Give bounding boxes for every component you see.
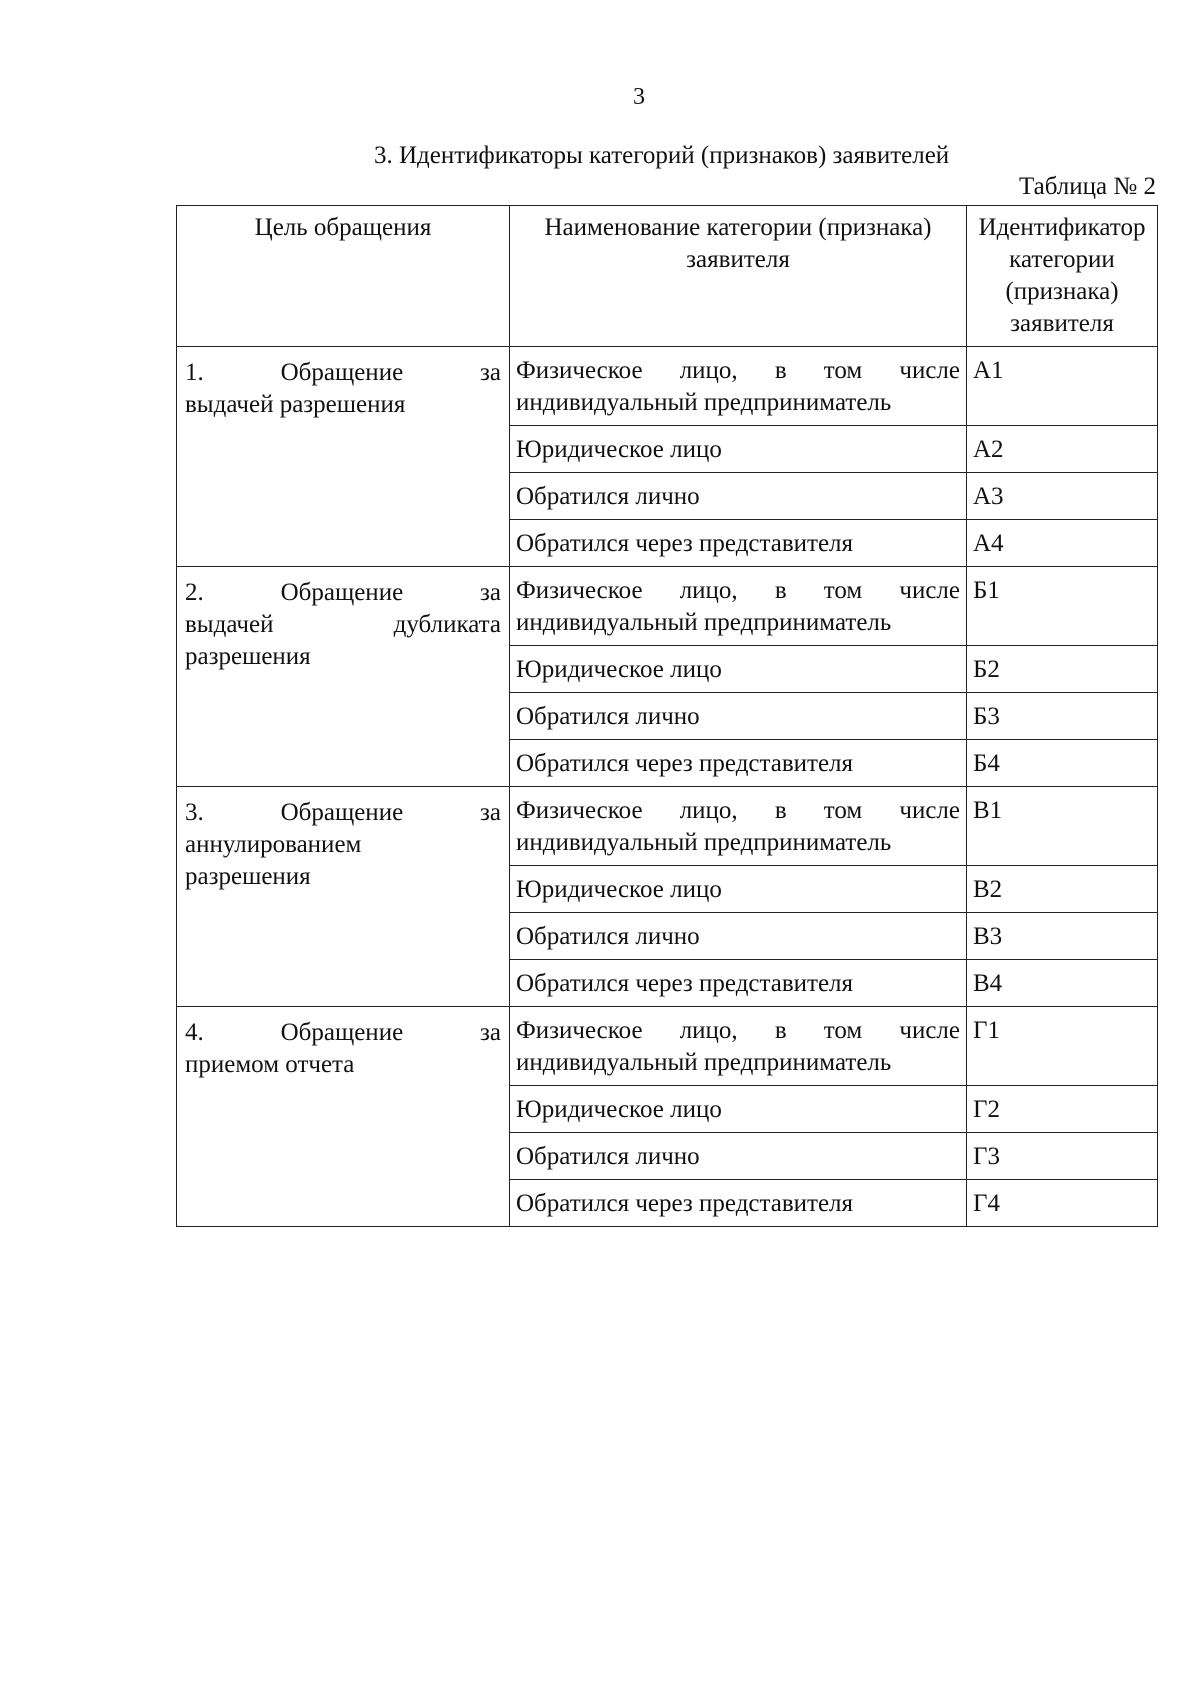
goal-word: за	[480, 1019, 501, 1046]
category-name-cell: Обратился через представителя	[510, 1180, 967, 1227]
table-row	[177, 787, 1158, 866]
goal-word: дубликата	[393, 611, 501, 638]
category-name-line: индивидуальный предприниматель	[516, 829, 892, 856]
goal-word: выдачей	[185, 611, 274, 638]
goal-word: за	[480, 359, 501, 386]
goal-word: Обращение	[280, 799, 404, 826]
goal-line: аннулированием	[185, 831, 362, 858]
category-name-cell: Юридическое лицо	[510, 1086, 967, 1133]
goal-word: 1.	[185, 359, 204, 386]
goal-word: за	[480, 799, 501, 826]
category-id-cell: Г1	[967, 1007, 1158, 1086]
header-goal: Цель обращения	[177, 206, 510, 347]
goal-line	[185, 577, 501, 609]
table-caption: Таблица № 2	[1018, 173, 1156, 200]
goal-word: 4.	[185, 1019, 204, 1046]
category-name-cell: Обратился лично	[510, 913, 967, 960]
category-name-cell: Обратился лично	[510, 1133, 967, 1180]
category-name-word: в	[774, 1017, 787, 1044]
category-id-cell: Б3	[967, 693, 1158, 740]
goal-word: Обращение	[280, 359, 404, 386]
header-category-name: Наименование категории (признака) заявителя	[510, 206, 967, 347]
category-name-cell: Обратился через представителя	[510, 740, 967, 787]
table-row	[177, 347, 1158, 426]
category-name-word: Физическое	[516, 577, 643, 604]
table-body	[177, 347, 1158, 1227]
category-name-cell: Обратился лично	[510, 693, 967, 740]
category-id-cell: В2	[967, 866, 1158, 913]
goal-word: Обращение	[280, 579, 404, 606]
goal-line: выдачей разрешения	[185, 391, 406, 418]
category-name-word: в	[774, 797, 787, 824]
category-name-word: числе	[899, 357, 960, 384]
table-header-row	[177, 206, 1158, 347]
category-name-cell: Обратился через представителя	[510, 960, 967, 1007]
category-id-cell: Б1	[967, 567, 1158, 646]
category-name-cell: Обратился лично	[510, 473, 967, 520]
goal-cell	[177, 347, 510, 567]
goal-word: за	[480, 579, 501, 606]
category-name-line: индивидуальный предприниматель	[516, 609, 892, 636]
goal-word: 2.	[185, 579, 204, 606]
category-name-word: том	[823, 797, 863, 824]
category-name-word: лицо,	[679, 357, 738, 384]
category-name-line	[516, 1015, 960, 1047]
table-row	[177, 1007, 1158, 1086]
category-name-line: индивидуальный предприниматель	[516, 1049, 892, 1076]
category-name-word: числе	[899, 577, 960, 604]
goal-word: 3.	[185, 799, 204, 826]
category-id-cell: В3	[967, 913, 1158, 960]
table-row	[177, 567, 1158, 646]
category-name-cell	[510, 787, 967, 866]
category-name-word: лицо,	[679, 1017, 738, 1044]
category-id-cell: Б4	[967, 740, 1158, 787]
goal-line: разрешения	[185, 643, 311, 670]
goal-cell	[177, 1007, 510, 1227]
category-name-word: лицо,	[679, 797, 738, 824]
category-id-cell: А4	[967, 520, 1158, 567]
header-category-id: Идентификатор категории (признака) заявителя	[967, 206, 1158, 347]
category-name-word: числе	[899, 797, 960, 824]
category-name-word: Физическое	[516, 797, 643, 824]
goal-line	[185, 797, 501, 829]
category-id-cell: Г3	[967, 1133, 1158, 1180]
category-name-word: лицо,	[679, 577, 738, 604]
category-name-cell	[510, 567, 967, 646]
goal-line: приемом отчета	[185, 1051, 355, 1078]
category-id-cell: Г4	[967, 1180, 1158, 1227]
category-name-word: Физическое	[516, 357, 643, 384]
section-title: 3. Идентификаторы категорий (признаков) заявителей	[374, 142, 950, 169]
category-id-cell: В4	[967, 960, 1158, 1007]
category-name-cell: Обратился через представителя	[510, 520, 967, 567]
category-name-cell	[510, 1007, 967, 1086]
category-name-word: в	[774, 357, 787, 384]
category-name-word: том	[823, 577, 863, 604]
goal-line: разрешения	[185, 863, 311, 890]
category-name-cell: Юридическое лицо	[510, 646, 967, 693]
category-id-cell: А3	[967, 473, 1158, 520]
category-name-line	[516, 795, 960, 827]
goal-line	[185, 609, 501, 641]
category-name-word: числе	[899, 1017, 960, 1044]
page-number: 3	[633, 84, 645, 110]
category-name-cell: Юридическое лицо	[510, 426, 967, 473]
category-id-cell: Г2	[967, 1086, 1158, 1133]
category-name-word: том	[823, 357, 863, 384]
category-id-cell: Б2	[967, 646, 1158, 693]
goal-line	[185, 357, 501, 389]
goal-word: Обращение	[280, 1019, 404, 1046]
category-name-cell	[510, 347, 967, 426]
category-id-cell: А2	[967, 426, 1158, 473]
category-name-cell: Юридическое лицо	[510, 866, 967, 913]
category-name-word: в	[774, 577, 787, 604]
applicant-categories-table	[176, 205, 1158, 1227]
category-name-line: индивидуальный предприниматель	[516, 389, 892, 416]
category-name-line	[516, 575, 960, 607]
category-name-word: том	[823, 1017, 863, 1044]
goal-cell	[177, 567, 510, 787]
category-name-line	[516, 355, 960, 387]
goal-cell	[177, 787, 510, 1007]
category-id-cell: В1	[967, 787, 1158, 866]
category-id-cell: А1	[967, 347, 1158, 426]
goal-line	[185, 1017, 501, 1049]
category-name-word: Физическое	[516, 1017, 643, 1044]
